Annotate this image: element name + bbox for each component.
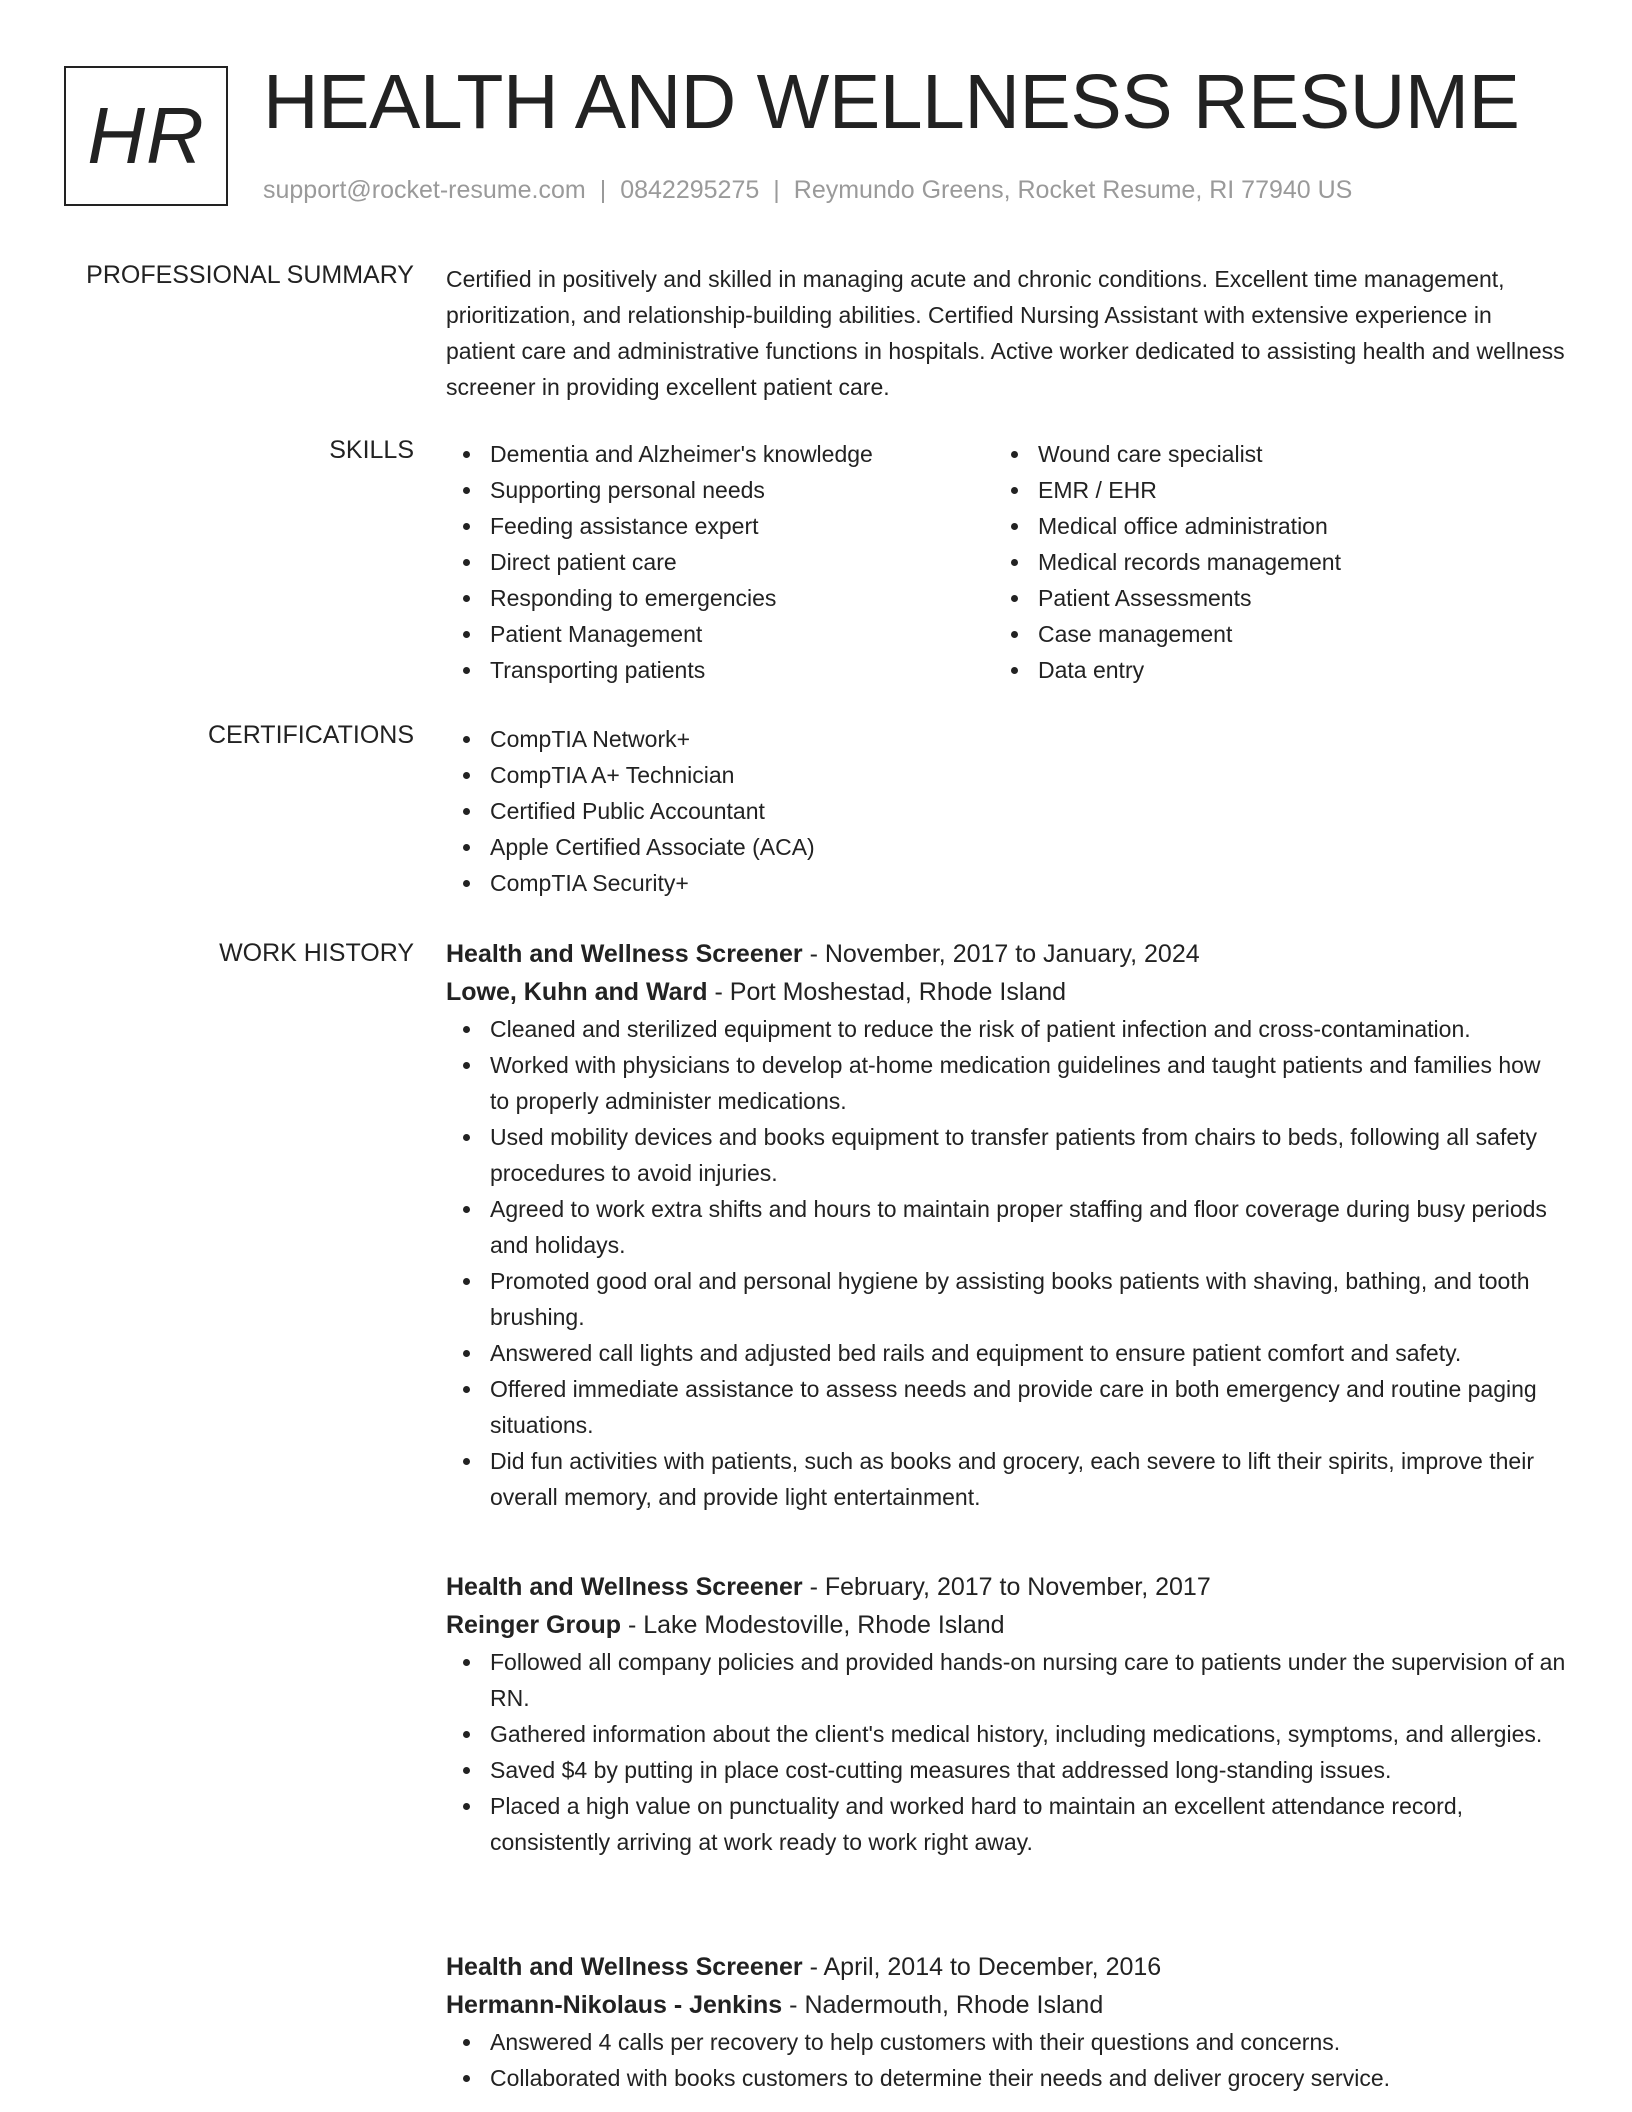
contact-email[interactable]: support@rocket-resume.com bbox=[263, 176, 586, 204]
list-item: Placed a high value on punctuality and worked hard to maintain an excellent attendance record, consistently arriving at work ready to work right away. bbox=[490, 1788, 1566, 1860]
list-item: Direct patient care bbox=[490, 544, 994, 580]
contact-separator: | bbox=[773, 176, 780, 204]
list-item: Patient Management bbox=[490, 616, 994, 652]
list-item: Transporting patients bbox=[490, 652, 994, 688]
list-item: Worked with physicians to develop at-home medication guidelines and taught patients and families how to properly administer medications. bbox=[490, 1047, 1566, 1119]
job-title: Health and Wellness Screener bbox=[446, 1573, 803, 1601]
job-duties-list bbox=[446, 1011, 1566, 1515]
job-title: Health and Wellness Screener bbox=[446, 1953, 803, 1981]
list-item: Agreed to work extra shifts and hours to maintain proper staffing and floor coverage during busy periods and holidays. bbox=[490, 1191, 1566, 1263]
list-item: CompTIA Network+ bbox=[490, 721, 1566, 757]
job-dates: - February, 2017 to November, 2017 bbox=[809, 1573, 1211, 1601]
summary-text: Certified in positively and skilled in managing acute and chronic conditions. Excellent time management, prioritization, and relationship-building abilities. Certified Nursing Assistant with extensive experience in patient care and administrative functions in hospitals. Active worker dedicated to assisting health and wellness screener in providing excellent patient care. bbox=[446, 266, 1565, 400]
list-item: Cleaned and sterilized equipment to reduce the risk of patient infection and cross-contamination. bbox=[490, 1011, 1566, 1047]
list-item: Feeding assistance expert bbox=[490, 508, 994, 544]
skills-list bbox=[994, 436, 1542, 688]
job-title-line bbox=[446, 935, 1566, 973]
list-item: Patient Assessments bbox=[1038, 580, 1542, 616]
section-heading: WORK HISTORY bbox=[219, 939, 414, 967]
list-item: Promoted good oral and personal hygiene by assisting books patients with shaving, bathing, and tooth brushing. bbox=[490, 1263, 1566, 1335]
job-title-line bbox=[446, 1948, 1566, 1986]
monogram-logo bbox=[64, 66, 228, 206]
list-item: Medical office administration bbox=[1038, 508, 1542, 544]
contact-address: Reymundo Greens, Rocket Resume, RI 77940 US bbox=[793, 176, 1353, 204]
list-item: Responding to emergencies bbox=[490, 580, 994, 616]
job-company-line bbox=[446, 1986, 1566, 2024]
job-duties-list bbox=[446, 2024, 1566, 2096]
section-content bbox=[446, 436, 1566, 688]
job-location: - Nadermouth, Rhode Island bbox=[789, 1991, 1104, 2019]
list-item: Did fun activities with patients, such as books and grocery, each severe to lift their spirits, improve their overall memory, and provide light entertainment. bbox=[490, 1443, 1566, 1515]
list-item: Medical records management bbox=[1038, 544, 1542, 580]
job-entry bbox=[446, 1568, 1566, 1860]
job-entry bbox=[446, 1948, 1566, 2096]
section-heading: PROFESSIONAL SUMMARY bbox=[86, 261, 414, 289]
skills-columns bbox=[446, 436, 1566, 688]
list-item: CompTIA Security+ bbox=[490, 865, 1566, 901]
job-company-line bbox=[446, 973, 1566, 1011]
job-title: Health and Wellness Screener bbox=[446, 940, 803, 968]
job-entry bbox=[446, 935, 1566, 1515]
list-item: CompTIA A+ Technician bbox=[490, 757, 1566, 793]
skills-column-left bbox=[446, 436, 994, 688]
list-item: Supporting personal needs bbox=[490, 472, 994, 508]
list-item: Used mobility devices and books equipment to transfer patients from chairs to beds, following all safety procedures to avoid injuries. bbox=[490, 1119, 1566, 1191]
list-item: Gathered information about the client's medical history, including medications, symptoms, and allergies. bbox=[490, 1716, 1566, 1752]
list-item: Collaborated with books customers to determine their needs and deliver grocery service. bbox=[490, 2060, 1566, 2096]
list-item: Wound care specialist bbox=[1038, 436, 1542, 472]
list-item: Followed all company policies and provided hands-on nursing care to patients under the supervision of an RN. bbox=[490, 1644, 1566, 1716]
list-item: Saved $4 by putting in place cost-cutting measures that addressed long-standing issues. bbox=[490, 1752, 1566, 1788]
job-duties-list bbox=[446, 1644, 1566, 1860]
certifications-list bbox=[446, 721, 1566, 901]
job-location: - Port Moshestad, Rhode Island bbox=[714, 978, 1067, 1006]
job-company: Hermann-Nikolaus - Jenkins bbox=[446, 1991, 783, 2019]
list-item: Offered immediate assistance to assess needs and provide care in both emergency and routine paging situations. bbox=[490, 1371, 1566, 1443]
skills-column-right bbox=[994, 436, 1542, 688]
contact-phone[interactable]: 0842295275 bbox=[620, 176, 760, 204]
list-item: Apple Certified Associate (ACA) bbox=[490, 829, 1566, 865]
list-item: Answered 4 calls per recovery to help customers with their questions and concerns. bbox=[490, 2024, 1566, 2060]
list-item: Dementia and Alzheimer's knowledge bbox=[490, 436, 994, 472]
list-item: Case management bbox=[1038, 616, 1542, 652]
job-company-line bbox=[446, 1606, 1566, 1644]
list-item: Data entry bbox=[1038, 652, 1542, 688]
section-heading: CERTIFICATIONS bbox=[207, 721, 414, 749]
job-dates: - April, 2014 to December, 2016 bbox=[809, 1953, 1162, 1981]
job-company: Lowe, Kuhn and Ward bbox=[446, 978, 708, 1006]
list-item: Certified Public Accountant bbox=[490, 793, 1566, 829]
job-dates: - November, 2017 to January, 2024 bbox=[809, 940, 1200, 968]
contact-line bbox=[263, 174, 1352, 206]
skills-list bbox=[446, 436, 994, 688]
section-heading: SKILLS bbox=[329, 436, 414, 464]
section-content bbox=[446, 261, 1566, 405]
page-title: HEALTH AND WELLNESS RESUME bbox=[263, 59, 1520, 145]
job-company: Reinger Group bbox=[446, 1611, 622, 1639]
contact-separator: | bbox=[599, 176, 607, 204]
section-content bbox=[446, 721, 1566, 901]
job-location: - Lake Modestoville, Rhode Island bbox=[627, 1611, 1005, 1639]
job-title-line bbox=[446, 1568, 1566, 1606]
monogram-text: HR bbox=[87, 91, 205, 180]
list-item: EMR / EHR bbox=[1038, 472, 1542, 508]
list-item: Answered call lights and adjusted bed rails and equipment to ensure patient comfort and safety. bbox=[490, 1335, 1566, 1371]
